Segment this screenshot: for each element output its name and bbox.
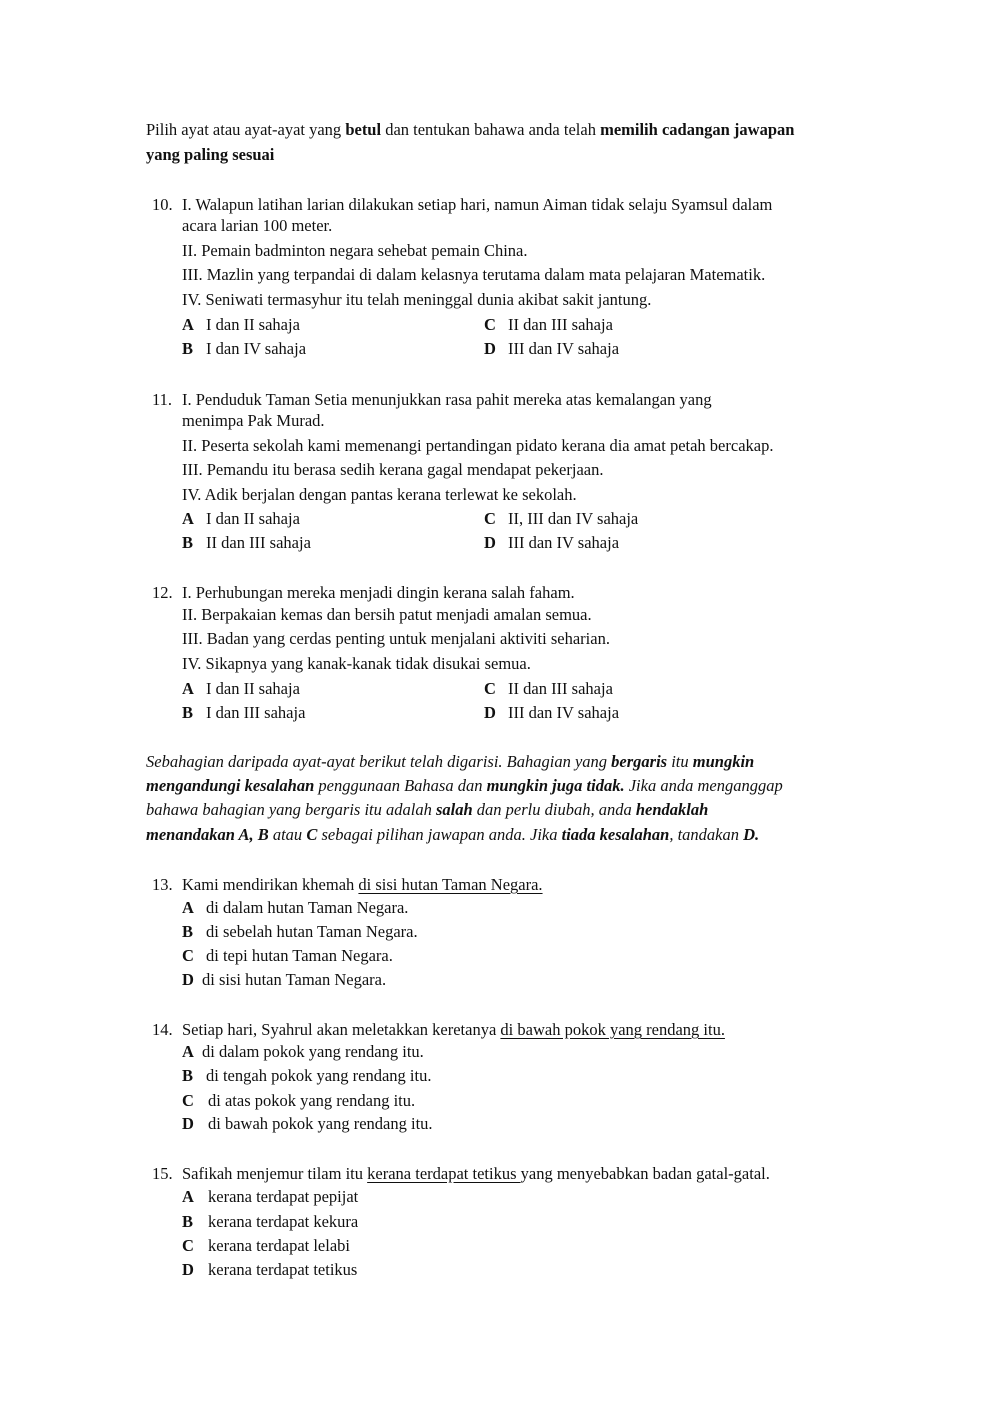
statement-3: III. Badan yang cerdas penting untuk menjalani aktiviti seharian.: [182, 629, 610, 648]
option-c[interactable]: C kerana terdapat lelabi: [182, 1236, 350, 1255]
statement-3: III. Pemandu itu berasa sedih kerana gagal mendapat pekerjaan.: [182, 460, 604, 479]
option-a[interactable]: A di dalam hutan Taman Negara.: [182, 898, 409, 917]
option-a[interactable]: A I dan II sahaja: [182, 509, 300, 528]
option-b[interactable]: B di tengah pokok yang rendang itu.: [182, 1066, 432, 1085]
option-c[interactable]: C II dan III sahaja: [484, 679, 613, 698]
option-b[interactable]: B I dan IV sahaja: [182, 339, 307, 358]
instruction-2-line-2: mengandungi kesalahan penggunaan Bahasa dan mungkin juga tidak. Jika anda menganggap: [146, 776, 783, 795]
option-d[interactable]: D kerana terdapat tetikus: [182, 1260, 358, 1279]
instruction-bold-sesuai: yang paling sesuai: [146, 145, 275, 164]
question-number: 12.: [152, 583, 173, 602]
instruction-2-line-3: bahawa bahagian yang bergaris itu adalah salah dan perlu diubah, anda hendaklah: [146, 800, 709, 819]
statement-3: III. Mazlin yang terpandai di dalam kelasnya terutama dalam mata pelajaran Matematik.: [182, 265, 766, 284]
question-number: 13.: [152, 875, 173, 894]
statement-1: I. Perhubungan mereka menjadi dingin kerana salah faham.: [182, 583, 575, 602]
option-b[interactable]: B di sebelah hutan Taman Negara.: [182, 922, 418, 941]
option-c[interactable]: C di tepi hutan Taman Negara.: [182, 946, 393, 965]
option-c[interactable]: C di atas pokok yang rendang itu.: [182, 1091, 416, 1110]
underlined-phrase: di sisi hutan Taman Negara.: [358, 875, 543, 894]
statement-1-cont: acara larian 100 meter.: [182, 216, 333, 235]
option-d[interactable]: D III dan IV sahaja: [484, 533, 620, 552]
instruction-bold-betul: betul: [345, 120, 382, 139]
underlined-phrase: kerana terdapat tetikus: [367, 1164, 521, 1183]
statement-4: IV. Adik berjalan dengan pantas kerana terlewat ke sekolah.: [182, 485, 577, 504]
question-number: 15.: [152, 1164, 173, 1183]
option-a[interactable]: A di dalam pokok yang rendang itu.: [182, 1042, 424, 1061]
question-stem: Setiap hari, Syahrul akan meletakkan keretanya di bawah pokok yang rendang itu.: [182, 1020, 725, 1039]
statement-4: IV. Sikapnya yang kanak-kanak tidak disukai semua.: [182, 654, 531, 673]
option-b[interactable]: B I dan III sahaja: [182, 703, 306, 722]
statement-2: II. Berpakaian kemas dan bersih patut menjadi amalan semua.: [182, 605, 592, 624]
question-number: 10.: [152, 195, 173, 214]
statement-1: I. Penduduk Taman Setia menunjukkan rasa pahit mereka atas kemalangan yang: [182, 390, 712, 409]
option-a[interactable]: A kerana terdapat pepijat: [182, 1187, 359, 1206]
option-c[interactable]: C II, III dan IV sahaja: [484, 509, 639, 528]
statement-1-cont: menimpa Pak Murad.: [182, 411, 325, 430]
underlined-phrase: di bawah pokok yang rendang itu.: [500, 1020, 725, 1039]
instruction-line-1: Pilih ayat atau ayat-ayat yang betul dan tentukan bahawa anda telah memilih cadangan jawapan: [146, 120, 795, 139]
instruction-2-line-4: menandakan A, B atau C sebagai pilihan jawapan anda. Jika tiada kesalahan, tandakan D.: [146, 825, 760, 844]
option-d[interactable]: D di bawah pokok yang rendang itu.: [182, 1114, 433, 1133]
statement-2: II. Peserta sekolah kami memenangi pertandingan pidato kerana dia amat petah bercakap.: [182, 436, 774, 455]
option-d[interactable]: D di sisi hutan Taman Negara.: [182, 970, 387, 989]
question-number: 14.: [152, 1020, 173, 1039]
instruction-bold-memilih: memilih cadangan jawapan: [600, 120, 795, 139]
statement-2: II. Pemain badminton negara sehebat pemain China.: [182, 241, 528, 260]
option-a[interactable]: A I dan II sahaja: [182, 679, 300, 698]
option-b[interactable]: B kerana terdapat kekura: [182, 1212, 359, 1231]
option-c[interactable]: C II dan III sahaja: [484, 315, 613, 334]
option-a[interactable]: A I dan II sahaja: [182, 315, 300, 334]
option-b[interactable]: B II dan III sahaja: [182, 533, 311, 552]
instruction-2-line-1: Sebahagian daripada ayat-ayat berikut telah digarisi. Bahagian yang bergaris itu mungkin: [146, 752, 755, 771]
question-stem: Kami mendirikan khemah di sisi hutan Taman Negara.: [182, 875, 543, 894]
question-number: 11.: [152, 390, 173, 409]
statement-4: IV. Seniwati termasyhur itu telah meninggal dunia akibat sakit jantung.: [182, 290, 652, 309]
option-d[interactable]: D III dan IV sahaja: [484, 339, 620, 358]
instruction-line-2: [146, 145, 274, 165]
option-d[interactable]: D III dan IV sahaja: [484, 703, 620, 722]
question-stem: Safikah menjemur tilam itu kerana terdapat tetikus yang menyebabkan badan gatal-gatal.: [182, 1164, 770, 1183]
statement-1: I. Walapun latihan larian dilakukan setiap hari, namun Aiman tidak selaju Syamsul dalam: [182, 195, 773, 214]
